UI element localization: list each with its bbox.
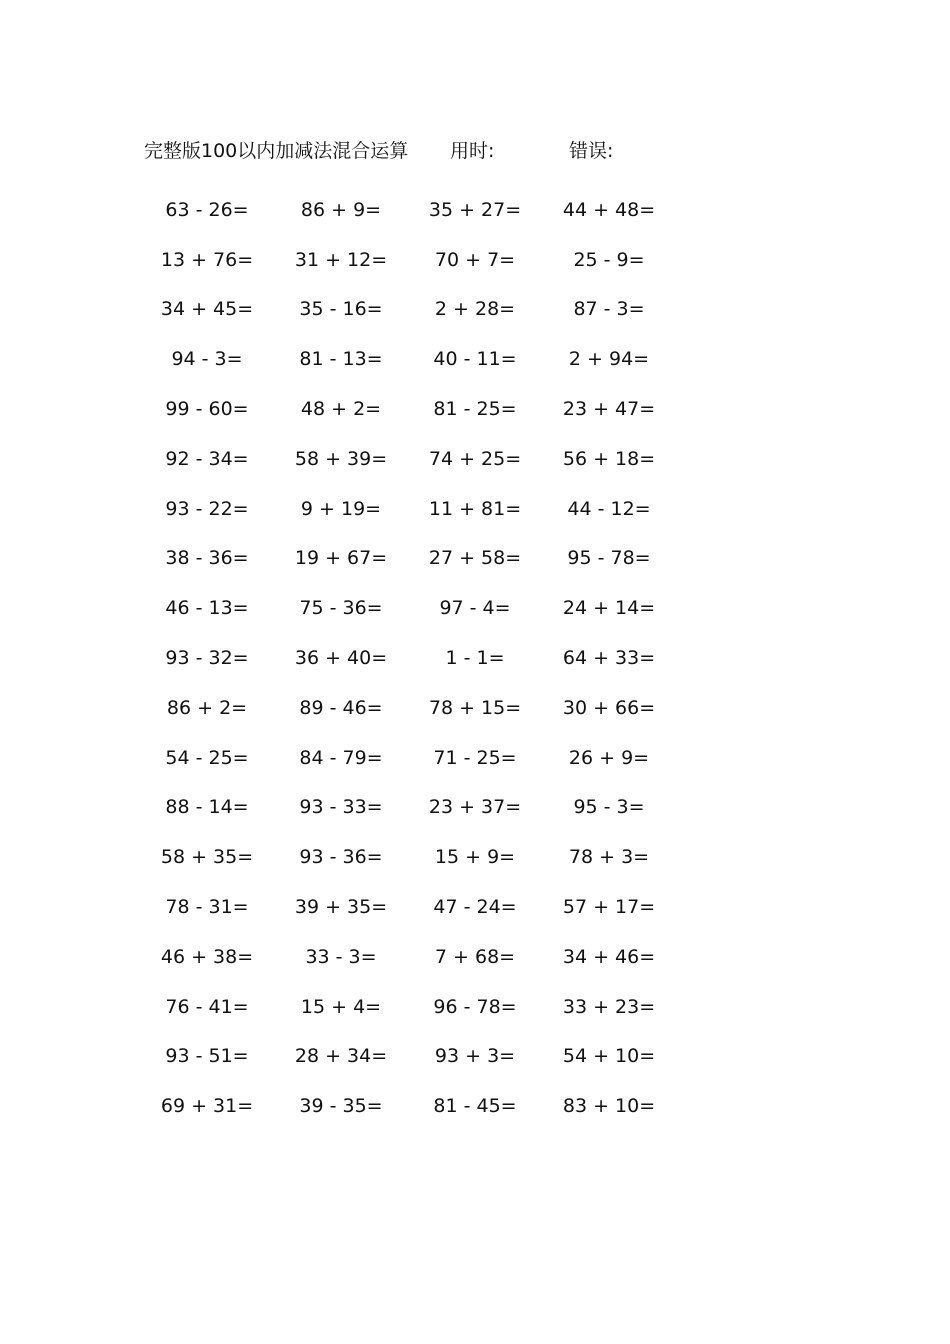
problem-row [140, 384, 680, 434]
math-problem: 46 - 13= [165, 597, 249, 620]
math-problem: 24 + 14= [562, 597, 656, 620]
math-problem: 7 + 68= [434, 945, 516, 968]
math-problem: 46 + 38= [160, 945, 254, 968]
math-problem: 19 + 67= [294, 547, 388, 570]
problem-row [140, 534, 680, 584]
problem-row [140, 633, 680, 683]
math-problem: 44 - 12= [567, 497, 651, 520]
math-problem: 27 + 58= [428, 547, 522, 570]
problem-row [140, 484, 680, 534]
math-problem: 93 - 36= [299, 846, 383, 869]
math-problem: 76 - 41= [165, 995, 249, 1018]
math-problem: 23 + 47= [562, 398, 656, 421]
math-problem: 31 + 12= [294, 248, 388, 271]
math-problem: 78 + 3= [568, 846, 650, 869]
math-problem: 36 + 40= [294, 647, 388, 670]
math-problem: 1 - 1= [445, 647, 505, 670]
math-problem: 94 - 3= [171, 348, 243, 371]
problem-row [140, 832, 680, 882]
math-problem: 92 - 34= [165, 447, 249, 470]
math-problem: 93 - 32= [165, 647, 249, 670]
problem-row [140, 1081, 680, 1131]
math-problem: 2 + 94= [568, 348, 650, 371]
math-problem: 13 + 76= [160, 248, 254, 271]
problem-row [140, 434, 680, 484]
math-problem: 30 + 66= [562, 696, 656, 719]
problem-row [140, 783, 680, 833]
math-problem: 96 - 78= [433, 995, 517, 1018]
math-problem: 74 + 25= [428, 447, 522, 470]
math-problem: 93 - 22= [165, 497, 249, 520]
math-problem: 93 - 33= [299, 796, 383, 819]
math-problem: 83 + 10= [562, 1095, 656, 1118]
math-problem: 39 - 35= [299, 1095, 383, 1118]
math-problem: 84 - 79= [299, 746, 383, 769]
math-problem: 63 - 26= [165, 198, 249, 221]
math-problem: 25 - 9= [573, 248, 645, 271]
math-problem: 54 + 10= [562, 1045, 656, 1068]
math-problem: 26 + 9= [568, 746, 650, 769]
math-problem: 23 + 37= [428, 796, 522, 819]
math-problem: 81 - 25= [433, 398, 517, 421]
math-problem: 70 + 7= [434, 248, 516, 271]
math-problem: 28 + 34= [294, 1045, 388, 1068]
math-problem: 88 - 14= [165, 796, 249, 819]
time-label: 用时: [450, 140, 495, 162]
math-problem: 89 - 46= [299, 696, 383, 719]
math-problem: 54 - 25= [165, 746, 249, 769]
math-problem: 93 + 3= [434, 1045, 516, 1068]
math-problem: 11 + 81= [428, 497, 522, 520]
math-problem: 34 + 46= [562, 945, 656, 968]
math-problem: 81 - 45= [433, 1095, 517, 1118]
math-problem: 57 + 17= [562, 896, 656, 919]
math-problem: 71 - 25= [433, 746, 517, 769]
math-problem: 93 - 51= [165, 1045, 249, 1068]
math-problem: 39 + 35= [294, 896, 388, 919]
math-problem: 95 - 3= [573, 796, 645, 819]
math-problem: 87 - 3= [573, 298, 645, 321]
problem-row [140, 683, 680, 733]
math-problem: 33 - 3= [305, 945, 377, 968]
math-problem: 64 + 33= [562, 647, 656, 670]
math-problem: 86 + 2= [166, 696, 248, 719]
math-problem: 44 + 48= [562, 198, 656, 221]
math-problem: 95 - 78= [567, 547, 651, 570]
math-problem: 15 + 4= [300, 995, 382, 1018]
math-problem: 35 + 27= [428, 198, 522, 221]
math-problem: 48 + 2= [300, 398, 382, 421]
math-problem: 33 + 23= [562, 995, 656, 1018]
problem-row [140, 982, 680, 1032]
math-problem: 35 - 16= [299, 298, 383, 321]
problem-row [140, 932, 680, 982]
problem-row [140, 285, 680, 335]
math-problem: 78 + 15= [428, 696, 522, 719]
math-problem: 69 + 31= [160, 1095, 254, 1118]
problem-row [140, 733, 680, 783]
problem-row [140, 334, 680, 384]
math-problem: 47 - 24= [433, 896, 517, 919]
problem-row [140, 583, 680, 633]
math-problem: 15 + 9= [434, 846, 516, 869]
math-problem: 58 + 35= [160, 846, 254, 869]
problem-row [140, 235, 680, 285]
math-problem: 86 + 9= [300, 198, 382, 221]
problem-row [140, 1032, 680, 1082]
math-problem: 56 + 18= [562, 447, 656, 470]
math-problem: 9 + 19= [300, 497, 382, 520]
math-problem: 34 + 45= [160, 298, 254, 321]
math-problem: 40 - 11= [433, 348, 517, 371]
problem-grid [140, 185, 680, 1131]
math-problem: 81 - 13= [299, 348, 383, 371]
worksheet-title: 完整版100以内加减法混合运算 [144, 140, 409, 162]
math-problem: 2 + 28= [434, 298, 516, 321]
math-problem: 38 - 36= [165, 547, 249, 570]
errors-label: 错误: [569, 140, 614, 162]
problem-row [140, 882, 680, 932]
math-problem: 78 - 31= [165, 896, 249, 919]
math-problem: 58 + 39= [294, 447, 388, 470]
math-problem: 75 - 36= [299, 597, 383, 620]
problem-row [140, 185, 680, 235]
math-problem: 97 - 4= [439, 597, 511, 620]
math-problem: 99 - 60= [165, 398, 249, 421]
